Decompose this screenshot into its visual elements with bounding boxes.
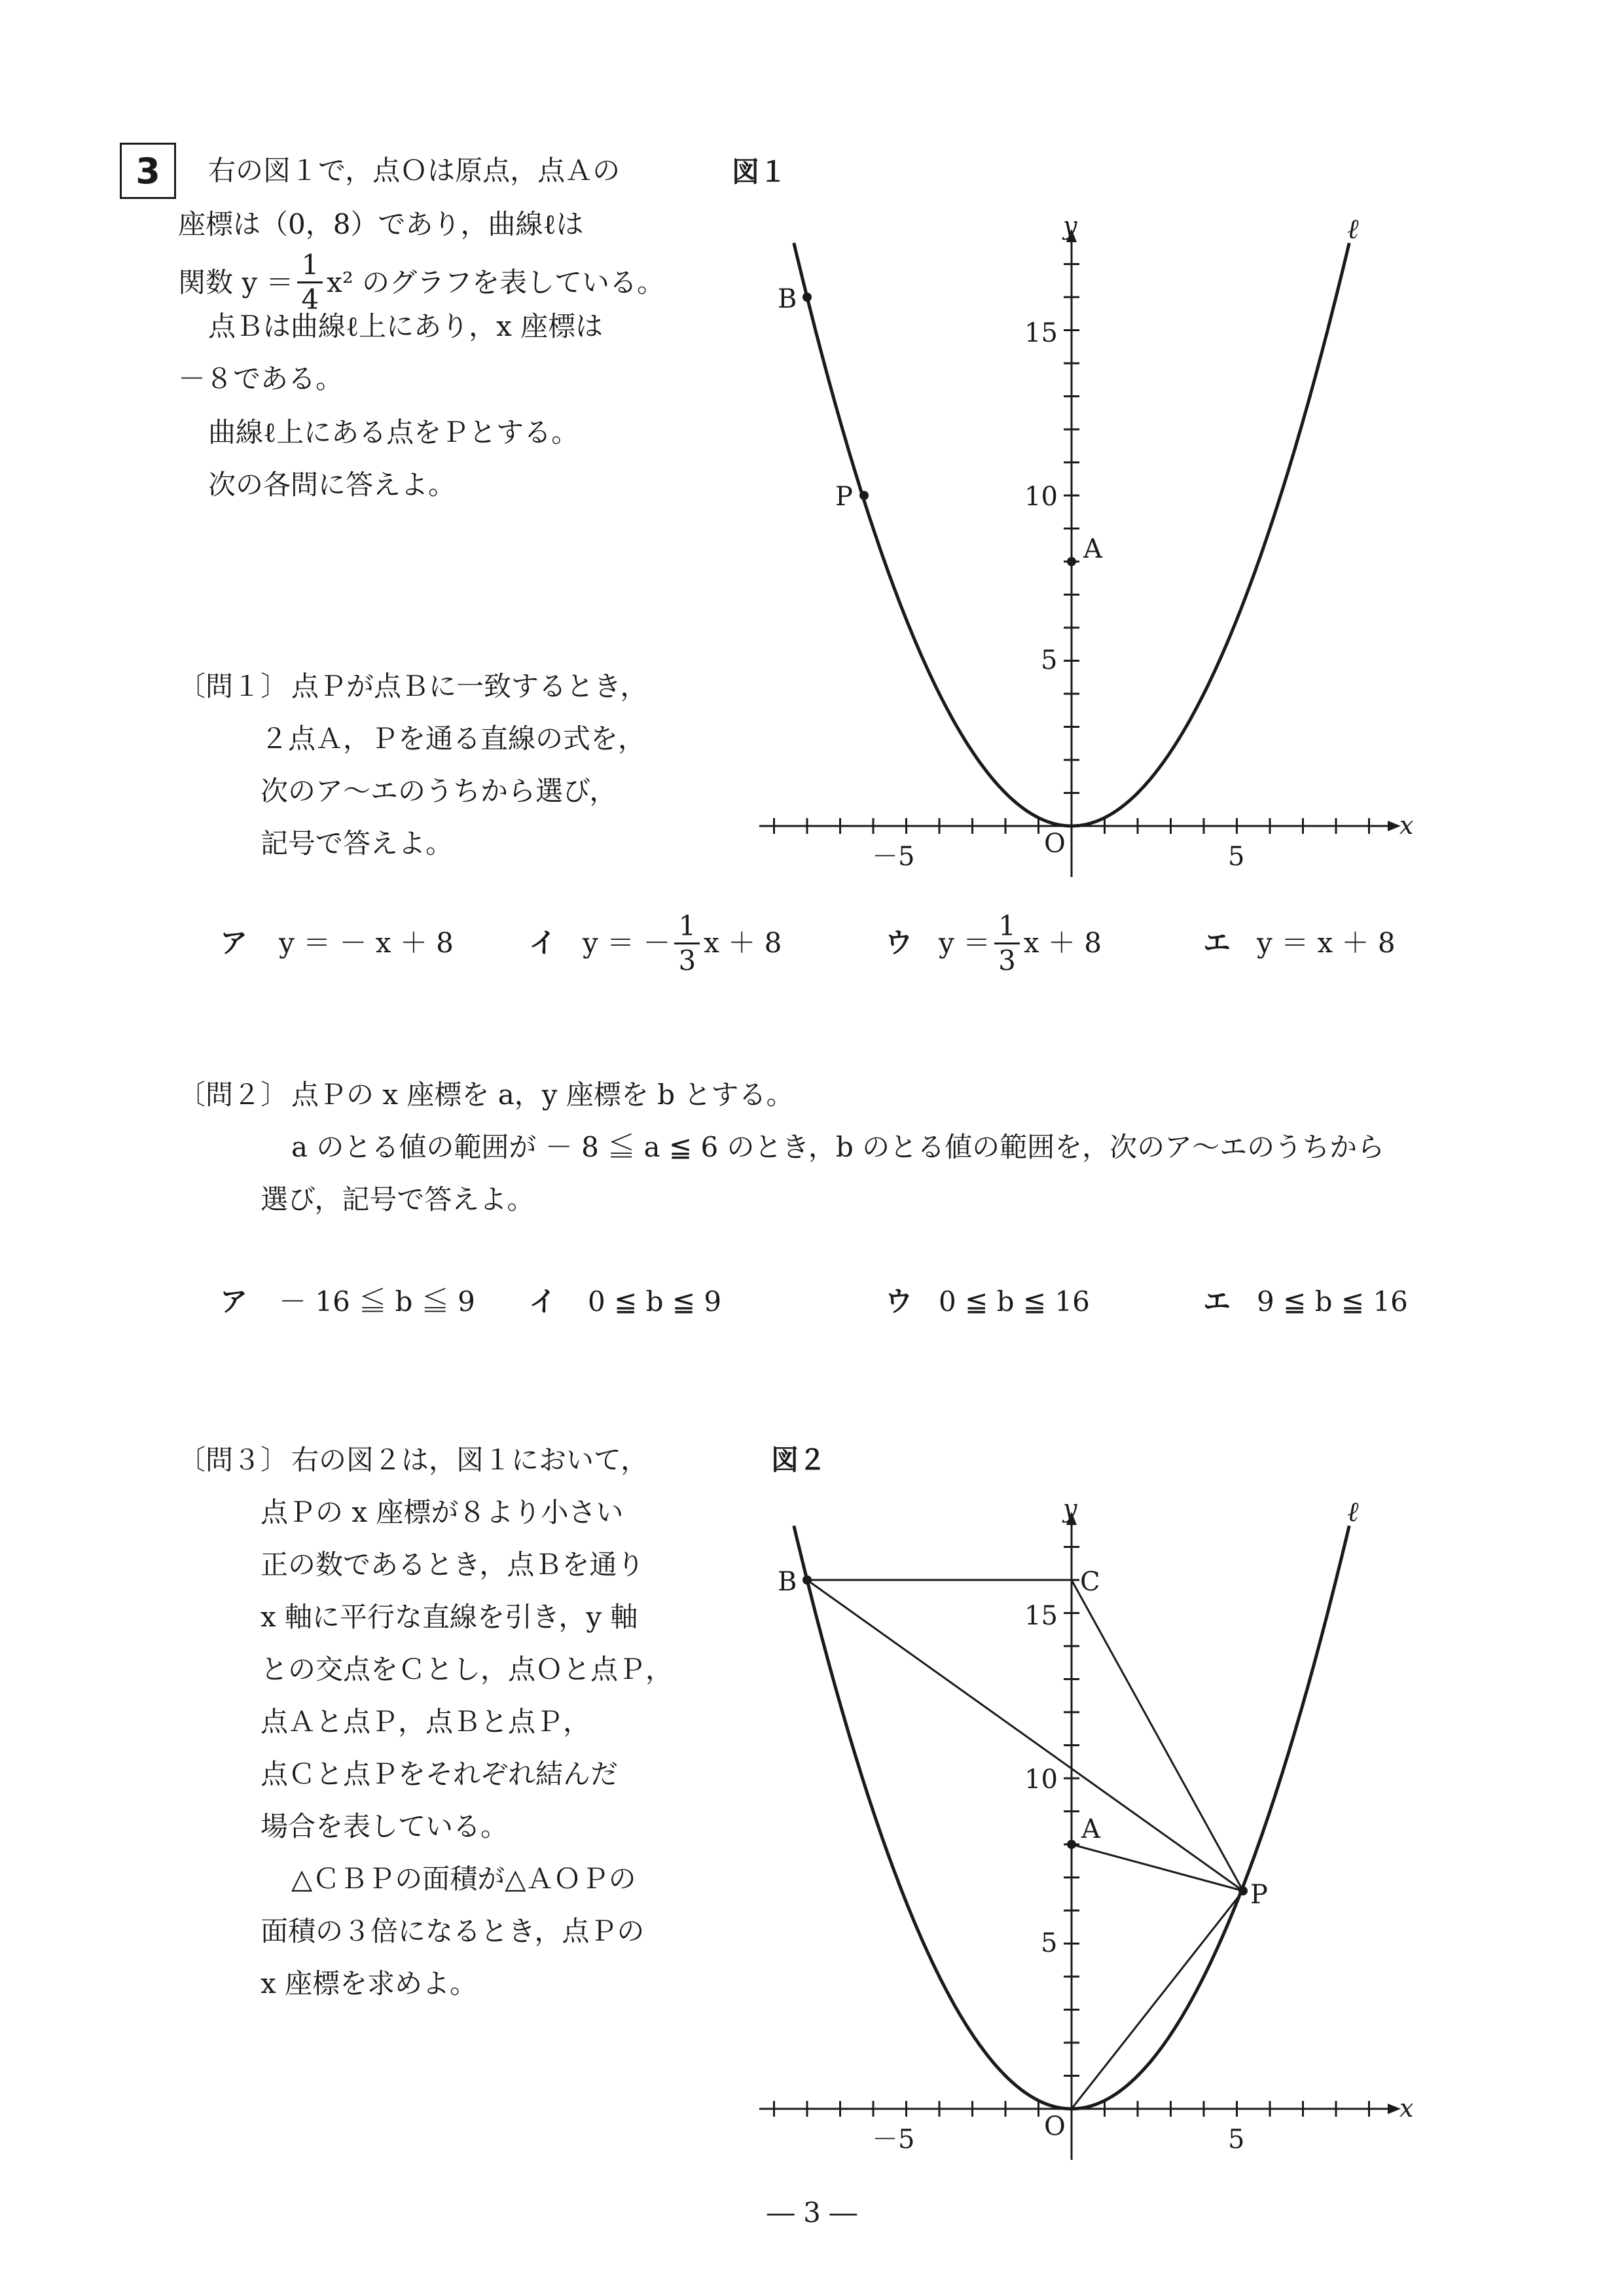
figure1-point-b-dot (803, 293, 812, 302)
q2-line-2: a のとる値の範囲が － 8 ≦ a ≦ 6 のとき，b のとる値の範囲を，次のア～エのうちから (291, 1131, 1385, 1163)
q3-line-8: 場合を表している。 (261, 1810, 509, 1842)
figure2-caption: 図２ (771, 1444, 827, 1476)
figure1-tick-15: 15 (1024, 318, 1058, 348)
figure2-tick-15: 15 (1024, 1601, 1058, 1631)
q3-line-10: 面積の３倍になるとき，点Ｐの (261, 1915, 645, 1947)
figure2-graph (746, 1479, 1440, 2173)
q1-option-e-label: エ (1203, 927, 1231, 959)
q1-option-e-text: y ＝ x ＋ 8 (1257, 927, 1396, 959)
q2-option-e-label: エ (1203, 1285, 1231, 1318)
q3-line-6: 点Ａと点Ｐ，点Ｂと点Ｐ， (261, 1706, 591, 1738)
q1-option-i-pre: y ＝ － (583, 927, 671, 959)
figure2-label-a: A (1081, 1814, 1100, 1844)
q1-option-u-label: ウ (885, 927, 913, 959)
figure1-label-b: B (778, 284, 797, 314)
q1-option-i (529, 907, 782, 979)
q1-option-i-label: イ (529, 927, 557, 959)
q1-option-u-num: 1 (994, 912, 1020, 944)
q3-line-5: との交点をＣとし，点Ｏと点Ｐ， (261, 1653, 674, 1685)
intro-line-3-a: 関数 y ＝ (178, 266, 294, 298)
figure2-curve-label: ℓ (1347, 1496, 1359, 1528)
intro-line-3 (178, 251, 664, 314)
q1-option-u-pre: y ＝ (939, 927, 991, 959)
intro-line-7: 次の各問に答えよ。 (208, 469, 456, 501)
figure2-segment-op (1072, 1891, 1243, 2109)
q1-option-u (885, 907, 1102, 979)
figure2-label-c: C (1080, 1567, 1100, 1597)
q1-option-i-num: 1 (674, 912, 700, 944)
figure1-label-p: P (835, 482, 853, 512)
q1-option-u-post: x ＋ 8 (1023, 927, 1102, 959)
q1-option-u-fraction (994, 909, 1020, 977)
q2-option-u-label: ウ (885, 1285, 913, 1318)
q3-line-7: 点Ｃと点Ｐをそれぞれ結んだ (261, 1758, 619, 1790)
intro-line-2: 座標は（0，8）であり，曲線ℓは (178, 208, 584, 240)
figure1-graph (746, 196, 1440, 890)
q3-line-4: x 軸に平行な直線を引き，y 軸 (261, 1601, 638, 1633)
q2-option-u (885, 1285, 1090, 1318)
figure2-point-a-dot (1067, 1840, 1076, 1849)
q1-line-1: 点Ｐが点Ｂに一致するとき， (291, 670, 648, 702)
figure1-origin: O (1044, 829, 1066, 859)
figure1-point-p-dot (859, 491, 869, 500)
intro-line-6: 曲線ℓ上にある点をＰとする。 (208, 416, 579, 448)
figure2-point-p-dot (1238, 1886, 1248, 1895)
figure2-tick-5y: 5 (1041, 1928, 1058, 1958)
figure1-curve-label: ℓ (1347, 213, 1359, 245)
q3-label: 〔問３〕 (178, 1444, 289, 1476)
figure2-segment-ap (1072, 1844, 1243, 1891)
q2-option-i-text: 0 ≦ b ≦ 9 (588, 1285, 722, 1318)
q2-option-u-text: 0 ≦ b ≦ 16 (939, 1285, 1090, 1318)
figure1-tick-5x: 5 (1228, 842, 1245, 872)
figure1-point-a-dot (1067, 557, 1076, 566)
problem-number-box (120, 143, 176, 199)
figure2-tick-neg5: －5 (872, 2125, 915, 2155)
q2-option-e (1203, 1285, 1408, 1318)
intro-fraction (297, 251, 323, 314)
figure2-origin: O (1044, 2111, 1066, 2142)
q2-label: 〔問２〕 (178, 1079, 289, 1111)
figure1-x-arrow (1388, 821, 1401, 831)
q1-option-a-text: y ＝ － x ＋ 8 (279, 927, 454, 959)
figure1-label-a: A (1083, 534, 1102, 564)
q1-option-u-den: 3 (998, 944, 1016, 977)
page-number: ― 3 ― (767, 2197, 857, 2229)
figure2-point-b-dot (803, 1575, 812, 1585)
figure1-tick-10: 10 (1024, 482, 1058, 512)
q1-label: 〔問１〕 (178, 670, 289, 702)
figure2-x-arrow (1388, 2104, 1401, 2114)
figure1-x-label: x (1399, 811, 1414, 840)
q1-option-a (220, 929, 454, 957)
q1-option-a-label: ア (220, 927, 248, 959)
q2-option-a (220, 1285, 475, 1318)
q3-line-11: x 座標を求めよ。 (261, 1967, 478, 2000)
q2-option-a-text: － 16 ≦ b ≦ 9 (279, 1285, 475, 1318)
figure1-caption: 図１ (732, 156, 787, 188)
q2-option-i-label: イ (529, 1285, 557, 1318)
q2-line-1: 点Ｐの x 座標を a，y 座標を b とする。 (291, 1079, 794, 1111)
q3-line-9: △ＣＢＰの面積が△ＡＯＰの (291, 1863, 636, 1895)
q1-line-3: 次のア～エのうちから選び， (261, 775, 617, 807)
figure2-x-label: x (1399, 2094, 1414, 2123)
q3-line-3: 正の数であるとき，点Ｂを通り (261, 1549, 645, 1581)
problem-number: 3 (135, 150, 160, 192)
q1-line-2: ２点Ａ，Ｐを通る直線の式を， (261, 723, 646, 755)
figure2-label-p: P (1250, 1880, 1268, 1910)
q1-option-i-post: x ＋ 8 (704, 927, 782, 959)
q2-option-e-text: 9 ≦ b ≦ 16 (1257, 1285, 1408, 1318)
figure1-tick-5y: 5 (1041, 645, 1058, 675)
q3-line-2: 点Ｐの x 座標が８より小さい (261, 1496, 624, 1528)
q1-option-i-fraction (674, 909, 700, 977)
intro-line-3-b: x² のグラフを表している。 (327, 266, 665, 298)
figure2-label-b: B (778, 1567, 797, 1597)
figure2-tick-5x: 5 (1228, 2125, 1245, 2155)
figure2-y-label: y (1063, 1494, 1077, 1523)
q3-line-1: 右の図２は，図１において， (291, 1444, 649, 1476)
intro-line-5: －８である。 (178, 363, 344, 395)
q2-option-i (529, 1285, 722, 1318)
intro-fraction-num: 1 (297, 251, 323, 283)
q2-line-3: 選び，記号で答えよ。 (261, 1183, 535, 1215)
figure1-y-label: y (1063, 211, 1077, 240)
intro-fraction-den: 4 (301, 283, 319, 315)
q2-option-a-label: ア (220, 1285, 248, 1318)
intro-line-1: 右の図１で，点Ｏは原点，点Ａの (208, 154, 621, 187)
q1-option-i-den: 3 (678, 944, 696, 977)
q1-line-4: 記号で答えよ。 (261, 827, 454, 859)
intro-line-4: 点Ｂは曲線ℓ上にあり，x 座標は (208, 310, 604, 342)
figure1-tick-neg5: －5 (872, 842, 915, 872)
q1-option-e (1203, 929, 1396, 957)
figure2-tick-10: 10 (1024, 1765, 1058, 1795)
